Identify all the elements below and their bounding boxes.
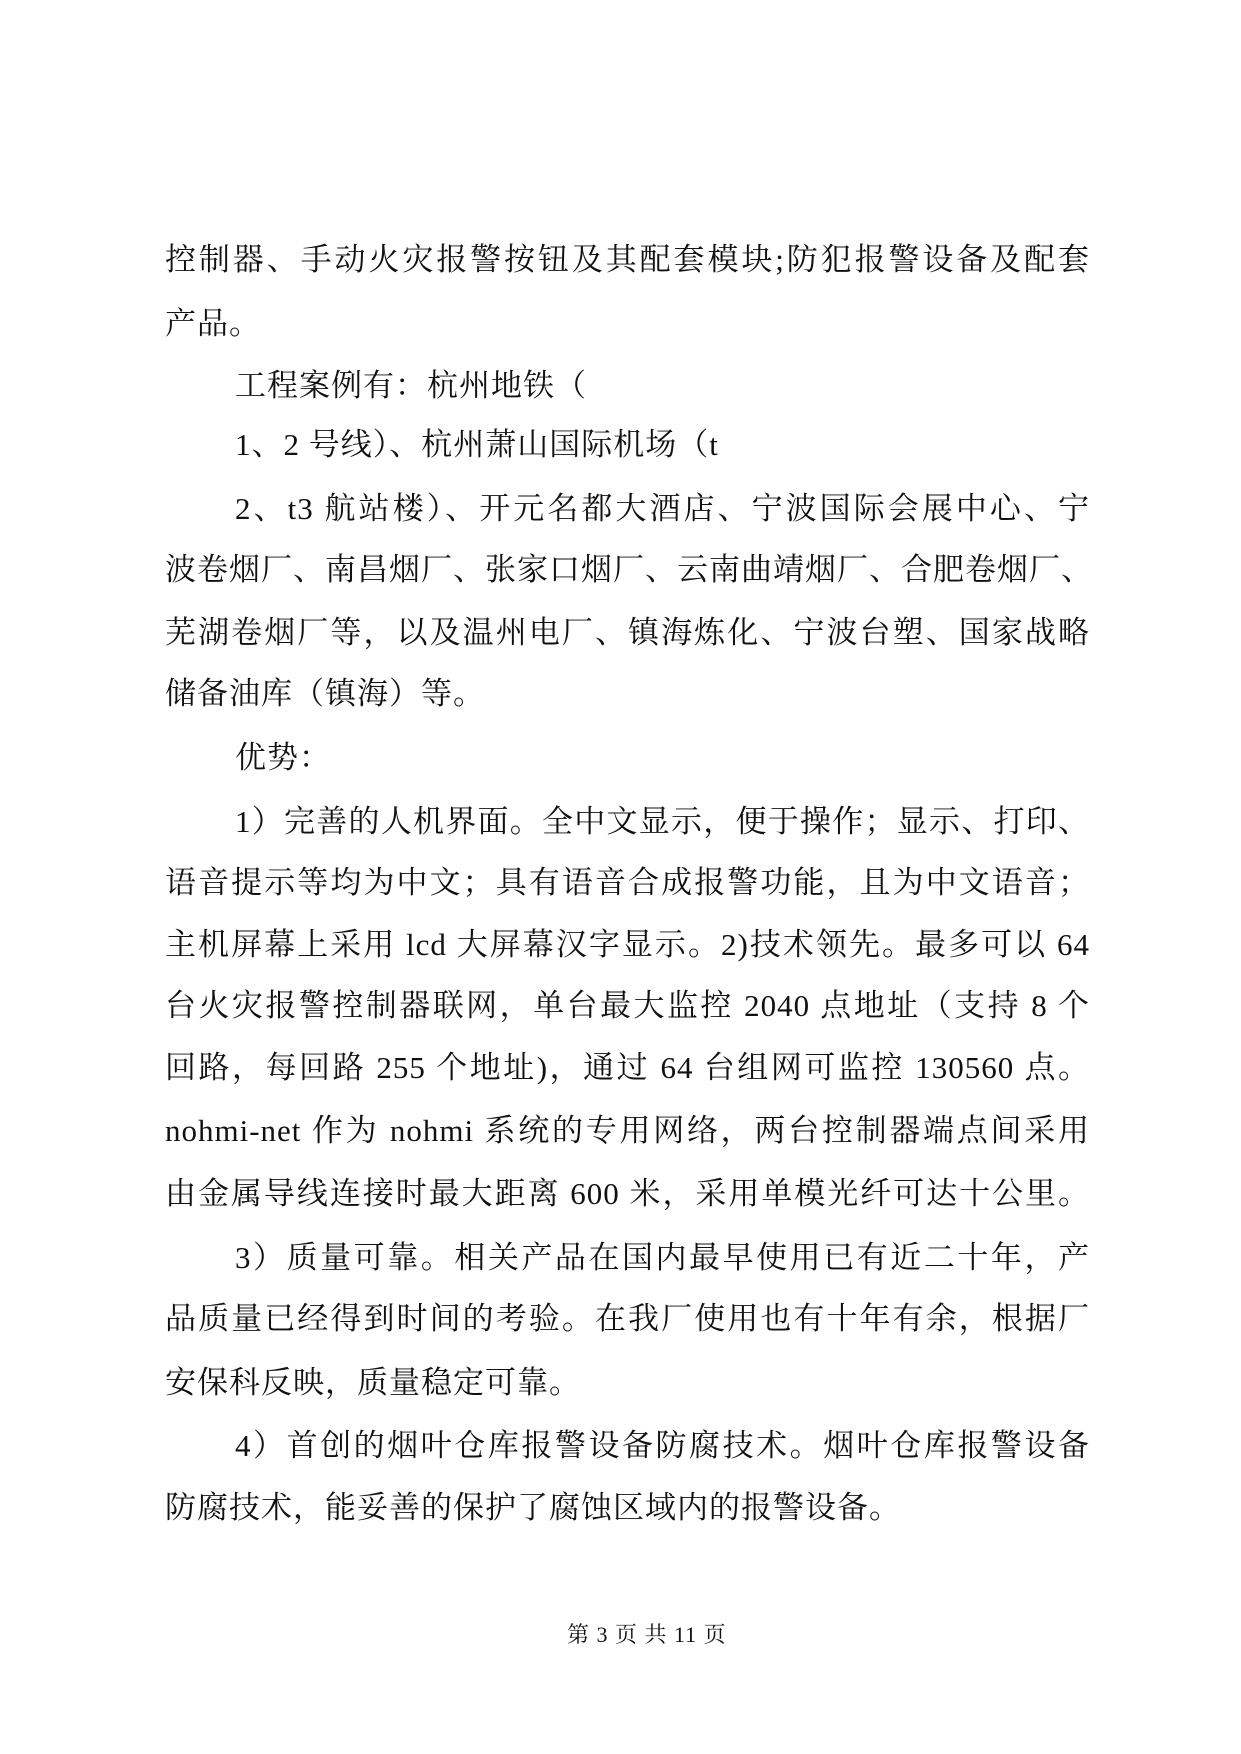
body-text-line: 语音提示等均为中文；具有语音合成报警功能，且为中文语音； bbox=[165, 865, 1090, 900]
body-text-line: 产品。 bbox=[165, 306, 261, 341]
body-text-line: 回路，每回路 255 个地址)，通过 64 台组网可监控 130560 点。 bbox=[165, 1050, 1090, 1085]
section-heading: 优势： bbox=[235, 740, 331, 775]
body-text-line: 主机屏幕上采用 lcd 大屏幕汉字显示。2)技术领先。最多可以 64 bbox=[165, 927, 1090, 962]
body-text-line: 4）首创的烟叶仓库报警设备防腐技术。烟叶仓库报警设备 bbox=[235, 1428, 1090, 1463]
page-number-footer: 第 3 页 共 11 页 bbox=[567, 1622, 727, 1647]
body-text-line: 1）完善的人机界面。全中文显示，便于操作；显示、打印、 bbox=[235, 804, 1090, 839]
body-text-line: 工程案例有：杭州地铁（ bbox=[235, 368, 587, 403]
body-text-line: 波卷烟厂、南昌烟厂、张家口烟厂、云南曲靖烟厂、合肥卷烟厂、 bbox=[165, 552, 1093, 587]
body-text-line: 3）质量可靠。相关产品在国内最早使用已有近二十年，产 bbox=[235, 1240, 1090, 1275]
body-text-line: 品质量已经得到时间的考验。在我厂使用也有十年有余，根据厂 bbox=[165, 1301, 1090, 1336]
body-text-line: 由金属导线连接时最大距离 600 米，采用单模光纤可达十公里。 bbox=[165, 1176, 1090, 1211]
body-text-line: nohmi-net 作为 nohmi 系统的专用网络，两台控制器端点间采用 bbox=[165, 1113, 1090, 1148]
body-text-line: 储备油库（镇海）等。 bbox=[165, 676, 485, 711]
body-text-line: 台火灾报警控制器联网，单台最大监控 2040 点地址（支持 8 个 bbox=[165, 988, 1090, 1023]
body-text-line: 2、t3 航站楼）、开元名都大酒店、宁波国际会展中心、宁 bbox=[235, 491, 1090, 526]
body-text-line: 1、2 号线）、杭州萧山国际机场（t bbox=[235, 427, 719, 462]
body-text-line: 控制器、手动火灾报警按钮及其配套模块;防犯报警设备及配套 bbox=[165, 242, 1090, 277]
body-text-line: 安保科反映，质量稳定可靠。 bbox=[165, 1365, 581, 1400]
body-text-line: 芜湖卷烟厂等，以及温州电厂、镇海炼化、宁波台塑、国家战略 bbox=[165, 615, 1090, 650]
body-text-line: 防腐技术，能妥善的保护了腐蚀区域内的报警设备。 bbox=[165, 1490, 901, 1525]
